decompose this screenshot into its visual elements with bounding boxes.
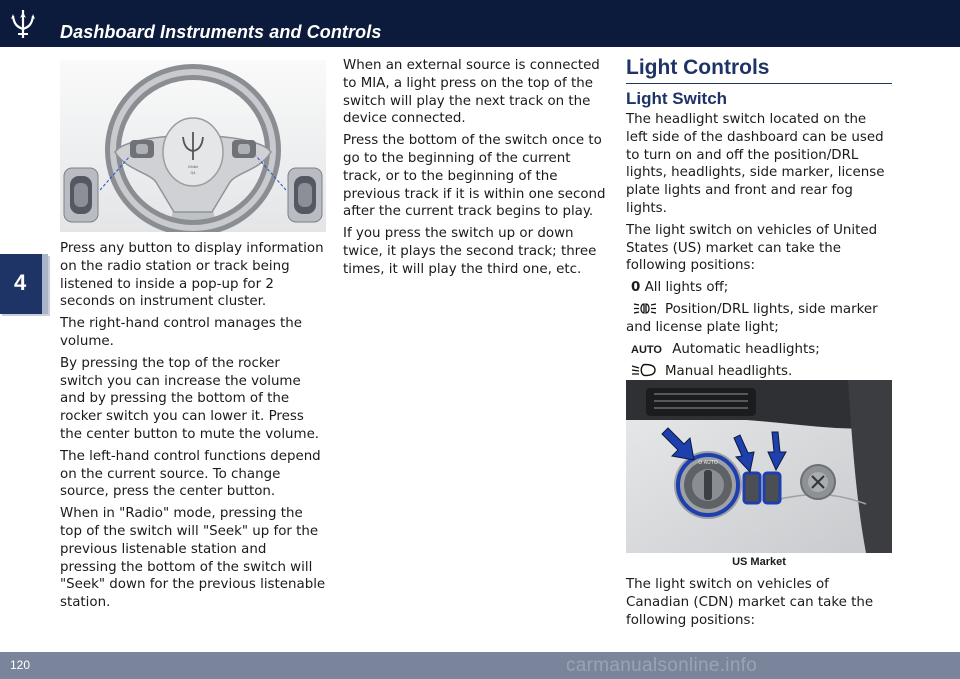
paragraph: Press any button to display information on the radio station or track being listened to inside a pop-up for 2 seconds on instrument cluster. [60,241,324,310]
position-symbol: 0 [631,280,641,296]
page-header [0,0,960,47]
right-column-text [626,111,892,385]
dashboard-light-switch-image [626,380,892,553]
header-title: Dashboard Instruments and Controls [60,22,382,42]
figure-caption: US Market [732,556,786,568]
position-text: All lights off; [644,280,729,296]
hub-text-line-2: Q4 [190,171,196,175]
knob-label: O AUTO [698,460,718,466]
position-lights-icon [633,302,657,315]
paragraph: The left-hand control functions depend on the current source. To change source, press the center button. [60,448,321,500]
page-number: 120 [10,658,31,672]
steering-wheel-controls-image [60,60,326,232]
right-column-closing [626,576,892,633]
left-column-text [60,240,326,616]
position-text: Position/DRL lights, side marker and license plate light; [626,301,878,335]
paragraph: By pressing the top of the rocker switch you can increase the volume and by pressing the bottom of the rocker switch you can lower it. Press the center button to mute the volume. [60,355,320,442]
middle-column-text [343,57,609,283]
position-text: Automatic headlights; [672,341,820,357]
paragraph: When an external source is connected to MIA, a light press on the top of the switch will play the next track on the device connected. [343,58,600,127]
low-beam-headlight-icon [631,363,657,377]
chapter-tab[interactable] [0,254,48,314]
sub-title: Light Switch [626,89,728,108]
position-headlights [626,363,892,381]
watermark: carmanualsonline.info [566,655,758,676]
paragraph: When in "Radio" mode, pressing the top of the switch will "Seek" up for the previous listenable station and pressing the bottom of the switch will "Seek" down for the previous listenable station. [60,506,326,611]
paragraph: The light switch on vehicles of United States (US) market can take the following positions: [626,222,878,274]
hub-text-line-1: Ghibli [187,165,199,169]
position-text: Manual headlights. [665,364,793,380]
section-title: Light Controls [626,56,892,84]
position-parking [626,301,892,337]
paragraph: If you press the switch up or down twice, it plays the second track; three times, it will play the third one, etc. [343,226,597,277]
trident-logo-icon [8,8,38,40]
page-footer [0,652,960,679]
paragraph: The right-hand control manages the volume. [60,316,302,349]
paragraph: Press the bottom of the switch once to go to the beginning of the current track, or to the beginning of the previous track if it is within one second after the current track begins to play. [343,133,606,220]
position-symbol: AUTO [631,343,662,356]
chapter-number: 4 [14,270,27,295]
paragraph: The headlight switch located on the left side of the dashboard can be used to turn on and off the position/DRL lights, headlights, side marker, license plate lights and front and rear fog lights. [626,112,885,216]
position-auto [626,341,892,360]
position-off [626,279,892,297]
paragraph: The light switch on vehicles of Canadian (CDN) market can take the following positions: [626,577,874,628]
